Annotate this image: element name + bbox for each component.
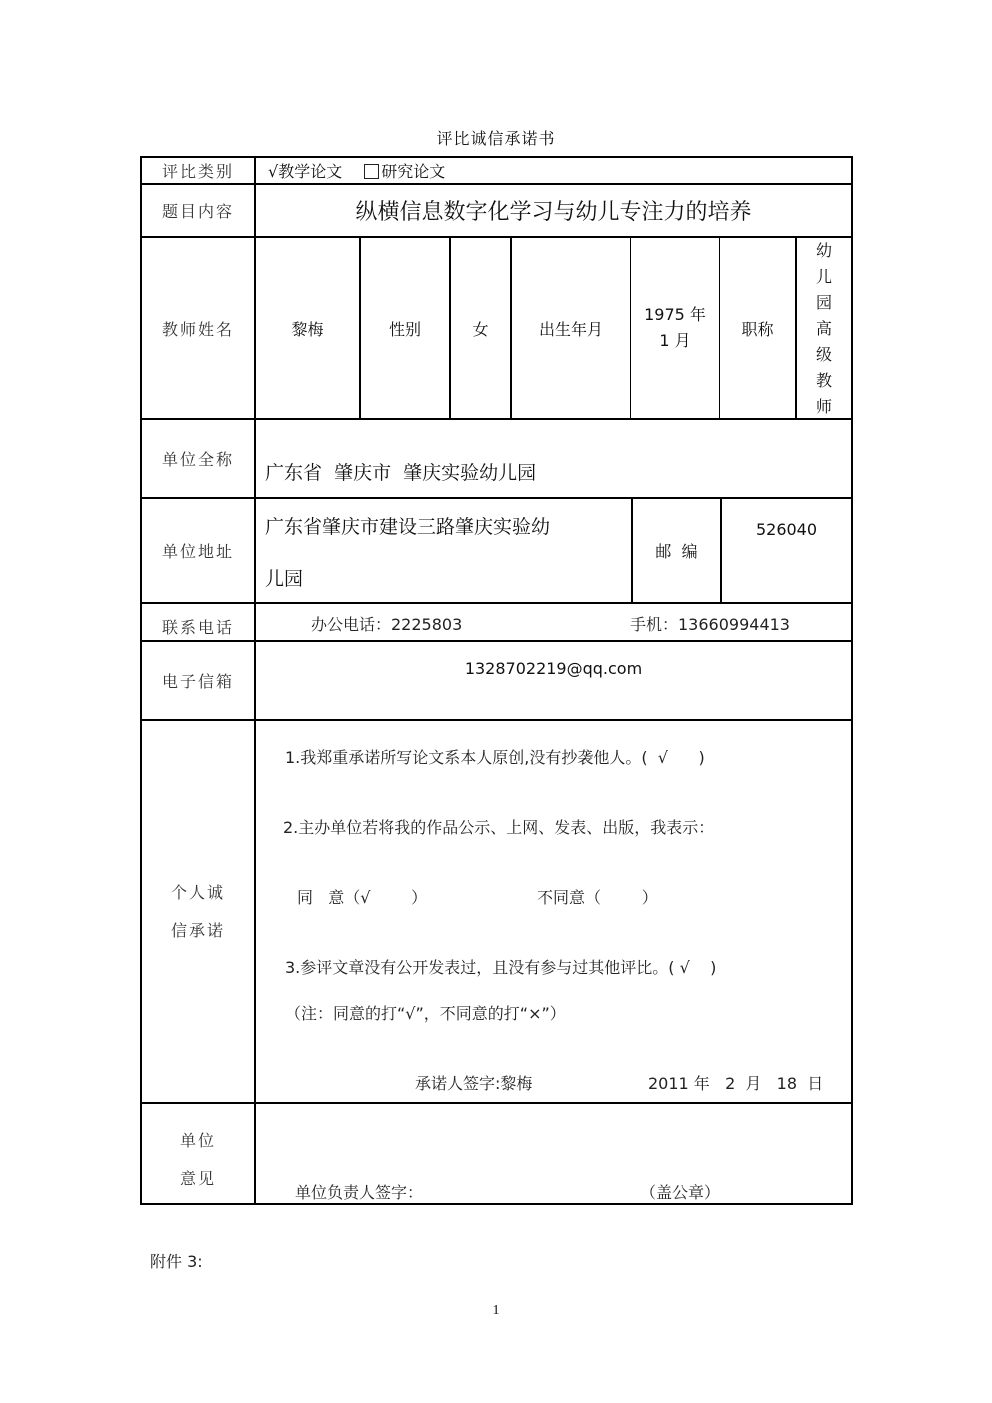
mobile-phone: 手机：13660994413 [630,615,790,634]
title-value: 幼 儿 园 高 级 教 师 [815,241,832,416]
document-title: 评比诚信承诺书 [436,129,556,148]
unit-address-line1: 广东省肇庆市建设三路肇庆实验幼 [265,516,551,538]
pledge-label: 个人诚 信承诺 [170,882,225,940]
category-label: 评比类别 [161,162,234,181]
email-label: 电子信箱 [161,672,234,691]
email-value[interactable]: 1328702219@qq.com [464,658,643,678]
topic-value: 纵横信息数字化学习与幼儿专注力的培养 [355,200,752,225]
unit-name-label: 单位全称 [161,449,234,469]
official-seal: （盖公章） [640,1183,721,1202]
row-divider [140,418,853,420]
postcode-value: 526040 [755,520,818,539]
pledge-signer: 承诺人签字:黎梅 [415,1074,533,1093]
office-phone: 办公电话：2225803 [311,615,463,634]
phone-label: 联系电话 [161,617,234,637]
table-border-right [851,156,853,1205]
unit-address-label: 单位地址 [161,542,234,561]
topic-label: 题目内容 [161,202,234,221]
pledge-item-2: 2.主办单位若将我的作品公示、上网、发表、出版，我表示： [283,818,715,837]
title-label: 职称 [741,319,774,339]
pledge-disagree[interactable]: 不同意（ ） [537,888,658,907]
pledge-agree[interactable]: 同 意（√ ） [297,888,428,907]
attachment-label: 附件 3: [150,1252,203,1271]
option-teaching-paper[interactable]: √教学论文 [268,162,343,181]
unit-name-value: 广东省 肇庆市 肇庆实验幼儿园 [265,462,537,484]
row-divider [140,602,853,604]
category-options [268,158,828,183]
pledge-note: （注：同意的打“√”，不同意的打“×”） [285,1004,566,1023]
check-icon: √ [268,162,279,181]
postcode-label: 邮 编 [655,542,698,561]
pledge-date: 2011 年 2 月 18 日 [648,1074,824,1093]
table-border-bottom [140,1203,853,1205]
teacher-name-label: 教师姓名 [161,319,234,339]
page-number: 1 [492,1303,500,1318]
pledge-item-1: 1.我郑重承诺所写论文系本人原创,没有抄袭他人。( √ ) [285,748,705,767]
teacher-name: 黎梅 [291,319,324,339]
birth-value: 1975 年 1 月 [644,305,706,350]
gender-label: 性别 [388,319,421,339]
unit-opinion-label: 单位 意见 [179,1131,216,1188]
gender-value: 女 [472,319,489,339]
unit-head-signature: 单位负责人签字： [295,1183,424,1202]
pledge-item-3: 3.参评文章没有公开发表过，且没有参与过其他评比。( √ ) [285,958,717,977]
option-research-paper[interactable]: 研究论文 [364,159,445,182]
birth-label: 出生年月 [538,319,603,339]
checkbox-empty-icon [364,164,379,179]
row-divider [140,1102,853,1104]
unit-address-line2: 儿园 [265,568,304,590]
